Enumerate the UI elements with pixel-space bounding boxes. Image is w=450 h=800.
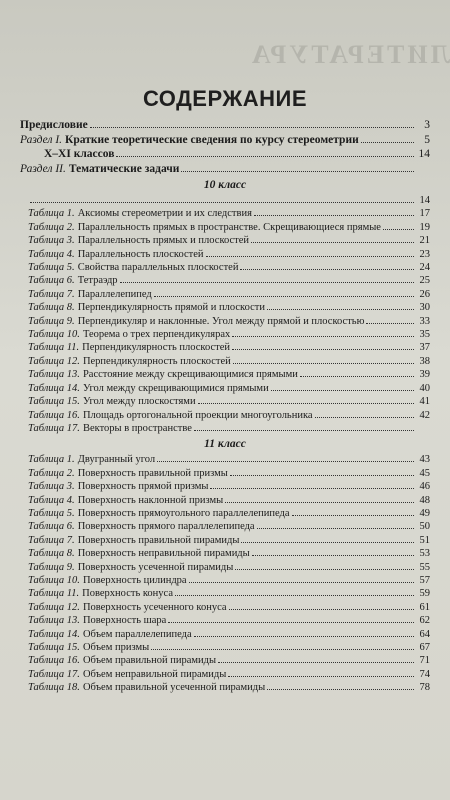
leader-dots [181, 171, 414, 172]
entry-title: Предисловие [20, 119, 88, 131]
page-number: 64 [419, 628, 430, 640]
entry-label: Таблица 11. [28, 342, 80, 354]
entry-label: Таблица 15. [28, 396, 80, 408]
page-title: СОДЕРЖАНИЕ [142, 86, 308, 111]
leader-dots [198, 403, 414, 404]
leader-dots [90, 127, 414, 128]
toc-entry [20, 520, 430, 533]
page-number: 38 [419, 355, 430, 367]
entry-title: Поверхность усеченной пирамиды [77, 561, 234, 573]
entry-title: Перпендикулярность плоскостей [82, 342, 231, 354]
entry-title: Расстояние между скрещивающимися прямыми [82, 369, 298, 381]
entry-title: Объем неправильной пирамиды [82, 668, 227, 680]
page-number: 19 [419, 221, 430, 233]
entry-label: Таблица 17. [28, 422, 80, 434]
entry-label: Таблица 8. [28, 302, 75, 314]
leader-dots [267, 309, 414, 310]
page-number: 53 [419, 548, 430, 560]
entry-title: Поверхность наклонной призмы [77, 494, 224, 506]
leader-dots [206, 256, 414, 257]
entry-label: Таблица 14. [28, 382, 80, 394]
page-number: 42 [419, 409, 430, 421]
toc-entry [20, 118, 430, 133]
entry-title: Двугранный угол [77, 454, 156, 466]
page-number: 62 [419, 615, 430, 627]
entry-label: Таблица 1. [28, 208, 75, 220]
entry-label: Таблица 1. [28, 454, 75, 466]
entry-title: Поверхность цилиндра [82, 574, 187, 586]
leader-dots [235, 569, 414, 570]
entry-label: Таблица 12. [28, 601, 80, 613]
leader-dots [292, 515, 415, 516]
leader-dots [361, 142, 414, 143]
toc-entry [20, 355, 430, 368]
leader-dots [225, 502, 414, 503]
entry-label: Таблица 8. [28, 548, 75, 560]
grade-10-first-page-row [20, 194, 430, 207]
toc-entry [20, 261, 430, 274]
entry-title: Площадь ортогональной проекции многоугольника [82, 409, 313, 421]
page-number: 50 [419, 521, 430, 533]
toc-entry [20, 668, 430, 681]
page-number: 14 [419, 195, 430, 206]
toc-entry [20, 467, 430, 480]
entry-title: X–XI классов [44, 148, 115, 160]
entry-label: Таблица 3. [28, 235, 75, 247]
toc-entry [20, 409, 430, 422]
entry-label: Таблица 18. [28, 682, 80, 694]
leader-dots [116, 156, 414, 157]
entry-title: Поверхность неправильной пирамиды [77, 548, 250, 560]
toc-entry [20, 301, 430, 314]
leader-dots [194, 430, 414, 431]
leader-dots [233, 363, 414, 364]
page-number: 41 [419, 396, 430, 408]
toc-entry [20, 614, 430, 627]
entry-title: Угол между скрещивающимися прямыми [82, 382, 269, 394]
entry-title: Поверхность прямого параллелепипеда [77, 521, 255, 533]
toc-entry [20, 315, 430, 328]
entry-label: Таблица 2. [28, 221, 75, 233]
entry-title: Поверхность шара [82, 615, 167, 627]
grade-10-list [20, 207, 430, 435]
toc-entry [20, 601, 430, 614]
page-number: 57 [419, 574, 430, 586]
leader-dots [229, 609, 414, 610]
entry-title: Теорема о трех перпендикулярах [82, 329, 231, 341]
entry-label: Таблица 11. [28, 588, 80, 600]
entry-label: Таблица 5. [28, 262, 75, 274]
entry-label: Таблица 12. [28, 355, 80, 367]
toc-entry [20, 507, 430, 520]
page-number: 40 [419, 382, 430, 394]
toc-entry [20, 494, 430, 507]
page-number: 45 [419, 467, 430, 479]
grade-11-list [20, 453, 430, 694]
leader-dots [175, 595, 414, 596]
page-number: 17 [419, 208, 430, 220]
page-number: 43 [419, 454, 430, 466]
leader-dots [251, 242, 414, 243]
leader-dots [194, 636, 414, 637]
leader-dots [151, 649, 414, 650]
leader-dots [157, 461, 414, 462]
page-number: 35 [419, 329, 430, 341]
entry-title: Тетраэдр [77, 275, 118, 287]
entry-title: Перпендикулярность прямой и плоскости [77, 302, 265, 314]
leader-dots [120, 282, 414, 283]
bleed-through-text: ЛИТЕРАТУРА [248, 40, 450, 69]
entry-label: Таблица 16. [28, 655, 80, 667]
toc-entry [20, 534, 430, 547]
entry-title: Параллельность прямых и плоскостей [77, 235, 250, 247]
leader-dots [210, 488, 414, 489]
entry-label: Таблица 10. [28, 329, 80, 341]
page-number: 33 [419, 315, 430, 327]
entry-label: Раздел II. [20, 162, 66, 175]
entry-label: Таблица 6. [28, 275, 75, 287]
entry-label: Таблица 9. [28, 561, 75, 573]
entry-title: Объем правильной пирамиды [82, 655, 217, 667]
table-of-contents [20, 118, 430, 695]
page-number: 49 [419, 507, 430, 519]
page-number: 39 [419, 369, 430, 381]
leader-dots [230, 475, 414, 476]
page-number: 14 [418, 148, 430, 160]
page-number: 37 [419, 342, 430, 354]
page-number: 3 [424, 119, 430, 131]
toc-entry [20, 274, 430, 287]
toc-entry [20, 574, 430, 587]
page-number: 30 [419, 302, 430, 314]
page-number: 51 [419, 534, 430, 546]
leader-dots [271, 390, 414, 391]
entry-label: Таблица 4. [28, 248, 75, 260]
entry-title: Поверхность конуса [82, 588, 173, 600]
page-number: 78 [419, 682, 430, 694]
leader-dots [240, 269, 414, 270]
toc-entry [20, 133, 430, 148]
page-number: 71 [419, 655, 430, 667]
grade-10-heading: 10 класс [203, 179, 247, 191]
leader-dots [218, 662, 414, 663]
entry-title: Объем параллелепипеда [82, 628, 192, 640]
leader-dots [267, 689, 414, 690]
entry-label: Таблица 16. [28, 409, 80, 421]
toc-entry [20, 395, 430, 408]
toc-entry [20, 453, 430, 466]
toc-entry [20, 221, 430, 234]
page-number: 5 [424, 133, 430, 146]
entry-label: Таблица 15. [28, 642, 80, 653]
toc-entry [20, 234, 430, 247]
entry-title: Поверхность прямоугольного параллелепипеда [77, 507, 290, 519]
leader-dots [383, 229, 414, 230]
front-sections [20, 118, 430, 176]
leader-dots [254, 215, 414, 216]
toc-entry [20, 628, 430, 641]
toc-entry [20, 681, 430, 694]
leader-dots [232, 336, 414, 337]
leader-dots [252, 555, 414, 556]
entry-title: Перпендикулярность плоскостей [82, 355, 231, 367]
entry-title: Аксиомы стереометрии и их следствия [77, 208, 252, 220]
entry-label: Таблица 7. [28, 534, 75, 546]
entry-label: Таблица 4. [28, 494, 75, 506]
entry-title: Поверхность правильной призмы [77, 467, 228, 479]
toc-entry [20, 248, 430, 261]
leader-dots [300, 376, 414, 377]
entry-title: Поверхность усеченного конуса [82, 601, 227, 613]
page-number: 46 [419, 481, 430, 493]
entry-title: Тематические задачи [68, 162, 180, 175]
entry-title: Векторы в пространстве [82, 422, 192, 434]
toc-entry [20, 288, 430, 301]
entry-title: Поверхность прямой призмы [77, 481, 209, 493]
toc-entry [20, 382, 430, 395]
page-number: 48 [419, 494, 430, 506]
leader-dots [241, 542, 414, 543]
page-number: 55 [419, 561, 430, 573]
toc-entry [20, 561, 430, 574]
page-number: 25 [419, 275, 430, 287]
page-number: 23 [419, 248, 430, 260]
entry-title: Параллельность прямых в пространстве. Скрещивающиеся прямые [77, 221, 381, 233]
entry-label: Таблица 3. [28, 481, 75, 493]
entry-label: Таблица 13. [28, 615, 80, 627]
grade-11-heading: 11 класс [204, 438, 246, 451]
entry-title: Свойства параллельных плоскостей [77, 262, 239, 274]
entry-title: Перпендикуляр и наклонные. Угол между прямой и плоскостью [77, 315, 365, 327]
leader-dots [154, 296, 414, 297]
leader-dots [228, 676, 414, 677]
entry-label: Таблица 13. [28, 369, 80, 381]
entry-label: Раздел I. [20, 133, 63, 146]
leader-dots [189, 582, 414, 583]
leader-dots [232, 349, 414, 350]
entry-label: Таблица 17. [28, 668, 80, 680]
entry-title: Объем правильной усеченной пирамиды [82, 682, 266, 694]
leader-dots [30, 202, 414, 203]
entry-label: Таблица 10. [28, 574, 80, 586]
toc-entry [20, 641, 430, 654]
toc-entry [20, 654, 430, 667]
page-number: 24 [419, 262, 430, 274]
leader-dots [366, 323, 414, 324]
toc-entry [20, 480, 430, 493]
toc-entry [20, 147, 430, 162]
entry-title: Параллельность плоскостей [77, 248, 204, 260]
toc-entry [20, 547, 430, 560]
entry-label: Таблица 5. [28, 507, 75, 519]
leader-dots [168, 622, 414, 623]
toc-entry [20, 587, 430, 600]
page-number: 26 [419, 288, 430, 300]
entry-label: Таблица 9. [28, 315, 75, 327]
entry-title: Объем призмы [82, 642, 150, 653]
leader-dots [257, 528, 414, 529]
entry-title: Краткие теоретические сведения по курсу стереометрии [65, 133, 359, 146]
entry-label: Таблица 2. [28, 467, 75, 479]
page-number: 67 [419, 642, 430, 653]
page-number: 21 [419, 235, 430, 247]
page-number: 61 [419, 601, 430, 613]
entry-title: Угол между плоскостями [82, 396, 196, 408]
entry-title: Поверхность правильной пирамиды [77, 534, 240, 546]
toc-entry [20, 328, 430, 341]
entry-label: Таблица 14. [28, 628, 80, 640]
entry-label: Таблица 6. [28, 521, 75, 533]
entry-label: Таблица 7. [28, 288, 75, 300]
toc-entry [20, 422, 430, 435]
page-number: 74 [419, 668, 430, 680]
leader-dots [315, 417, 414, 418]
toc-entry [20, 368, 430, 381]
toc-entry [20, 341, 430, 354]
toc-entry [20, 162, 430, 177]
page-number: 59 [419, 588, 430, 600]
toc-entry [20, 207, 430, 220]
entry-title: Параллелепипед [77, 288, 152, 300]
